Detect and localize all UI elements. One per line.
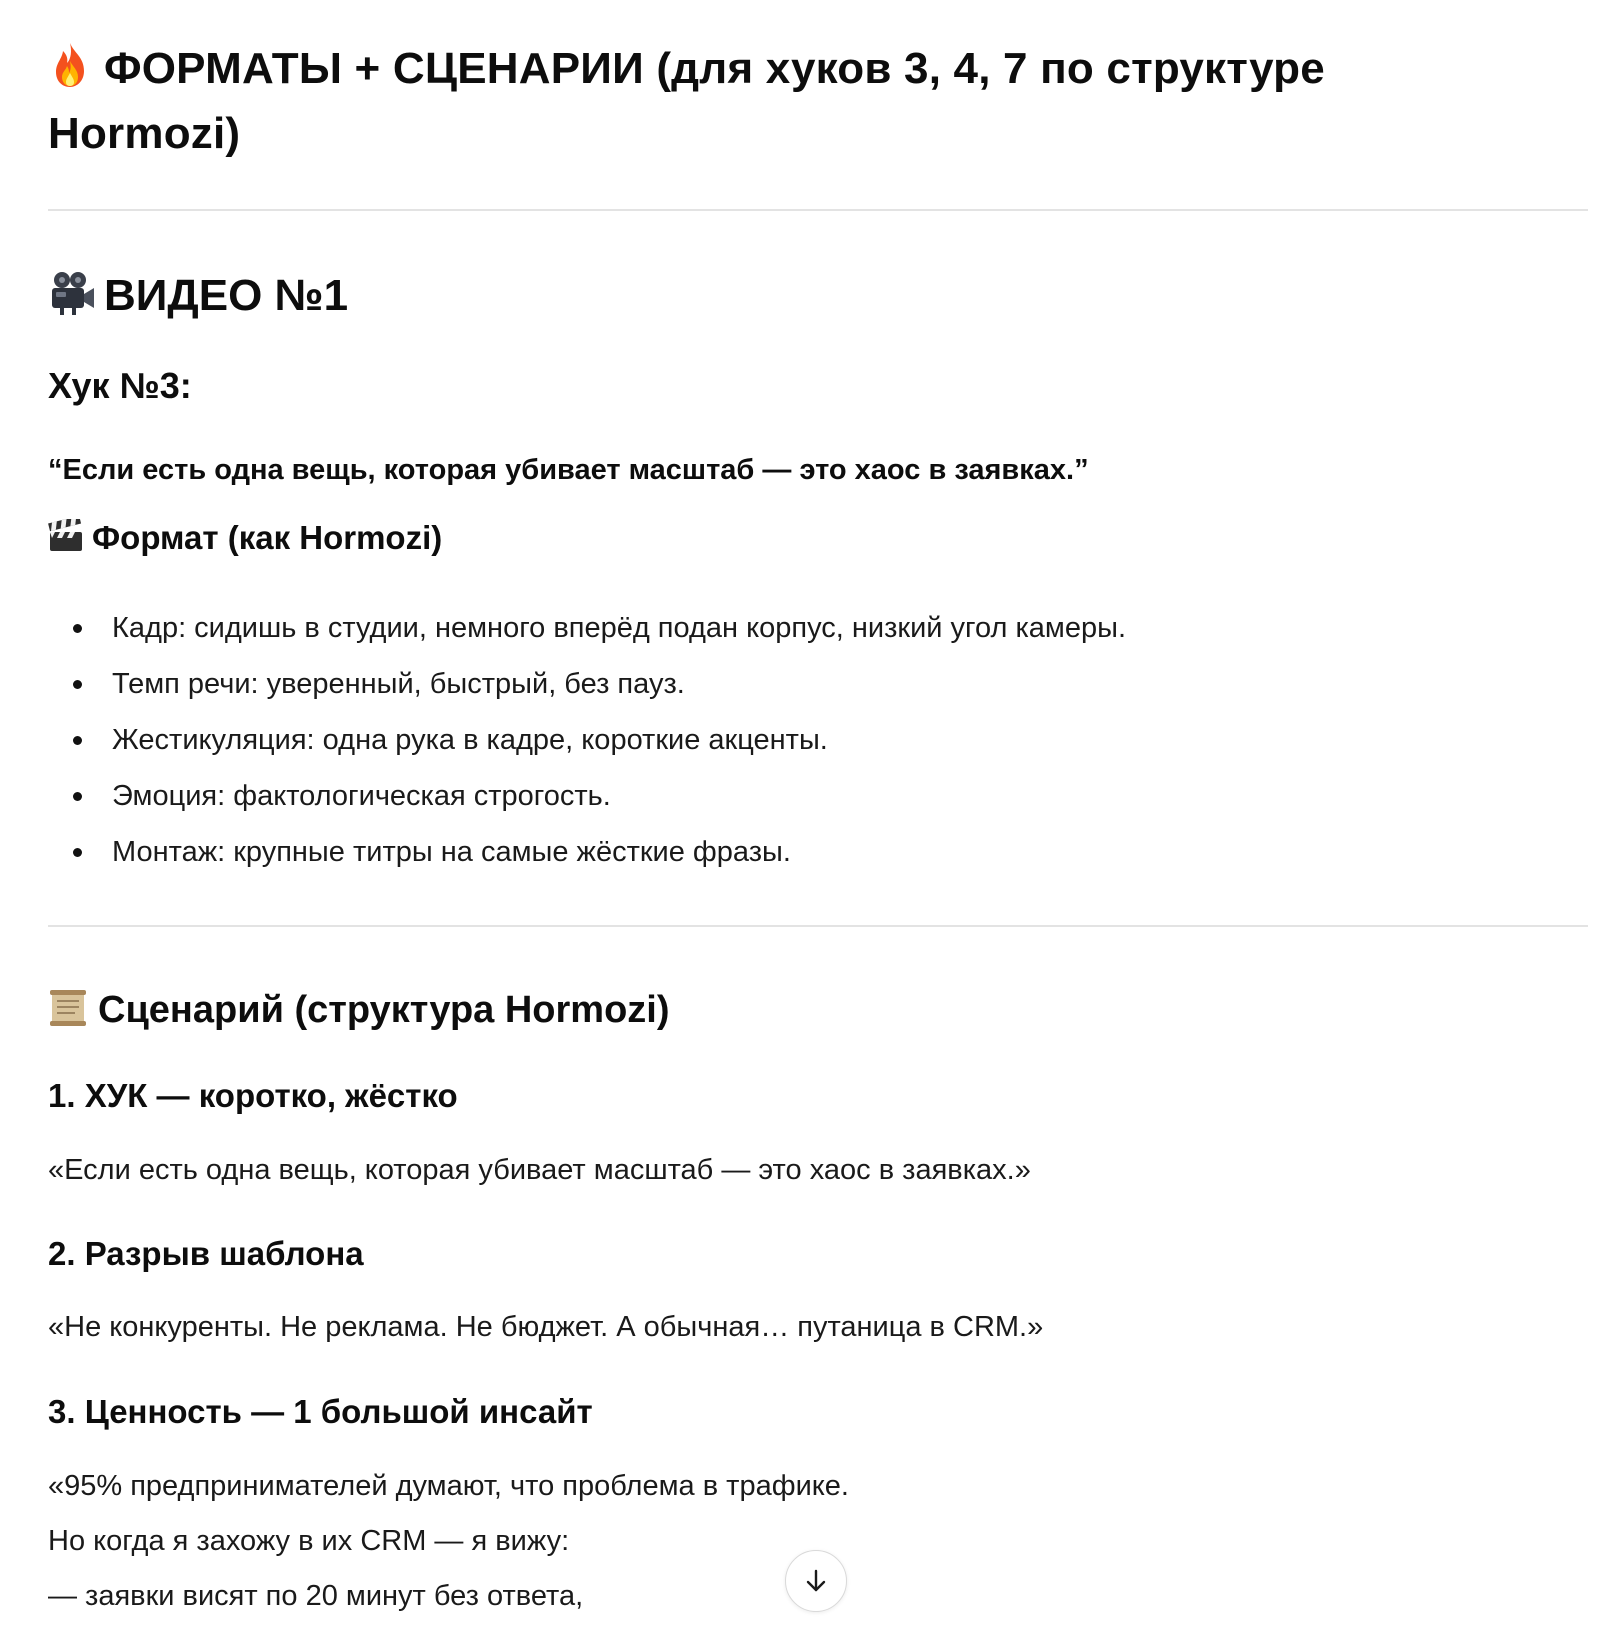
section-title: 3. Ценность — 1 большой инсайт	[48, 1393, 593, 1430]
bullet	[73, 624, 82, 633]
scroll-to-bottom-button[interactable]	[785, 1550, 847, 1612]
section-text: «95% предпринимателей думают, что проблема в трафике.	[48, 1470, 849, 1502]
bullet	[73, 848, 82, 857]
movie-camera-icon	[48, 270, 96, 314]
scroll-icon	[48, 988, 88, 1028]
divider	[48, 209, 1588, 211]
bullet	[73, 792, 82, 801]
page-title	[48, 36, 1508, 166]
divider	[48, 925, 1588, 927]
arrow-down-icon	[802, 1567, 830, 1595]
hook-quote: “Если есть одна вещь, которая убивает масштаб — это хаос в заявках.”	[48, 454, 1089, 486]
list-item: Темп речи: уверенный, быстрый, без пауз.	[48, 664, 1126, 720]
section-title: 2. Разрыв шаблона	[48, 1235, 364, 1272]
list-item: Кадр: сидишь в студии, немного вперёд подан корпус, низкий угол камеры.	[48, 608, 1126, 664]
video-heading	[48, 268, 348, 324]
script-heading-text: Сценарий (структура Hormozi)	[98, 989, 670, 1031]
bullet	[73, 736, 82, 745]
section-text: «Если есть одна вещь, которая убивает масштаб — это хаос в заявках.»	[48, 1154, 1031, 1186]
script-heading	[48, 986, 670, 1034]
format-heading-text: Формат (как Hormozi)	[92, 519, 443, 556]
list-item: Жестикуляция: одна рука в кадре, короткие акценты.	[48, 720, 1126, 776]
section-title: 1. ХУК — коротко, жёстко	[48, 1077, 458, 1114]
list-item: Эмоция: фактологическая строгость.	[48, 776, 1126, 832]
bullet	[73, 680, 82, 689]
fire-icon	[48, 41, 96, 85]
section-text: «Не конкуренты. Не реклама. Не бюджет. А обычная… путаница в CRM.»	[48, 1311, 1044, 1343]
list-item: Монтаж: крупные титры на самые жёсткие фразы.	[48, 832, 1126, 888]
page-title-text: ФОРМАТЫ + СЦЕНАРИИ (для хуков 3, 4, 7 по структуре Hormozi)	[48, 44, 1325, 158]
hook-label: Хук №3:	[48, 365, 192, 406]
format-heading	[48, 516, 442, 560]
video-heading-text: ВИДЕО №1	[104, 271, 349, 320]
clapper-board-icon	[48, 519, 84, 553]
section-text: — заявки висят по 20 минут без ответа,	[48, 1580, 584, 1612]
section-text: Но когда я захожу в их CRM — я вижу:	[48, 1525, 570, 1557]
format-list	[48, 608, 1126, 888]
